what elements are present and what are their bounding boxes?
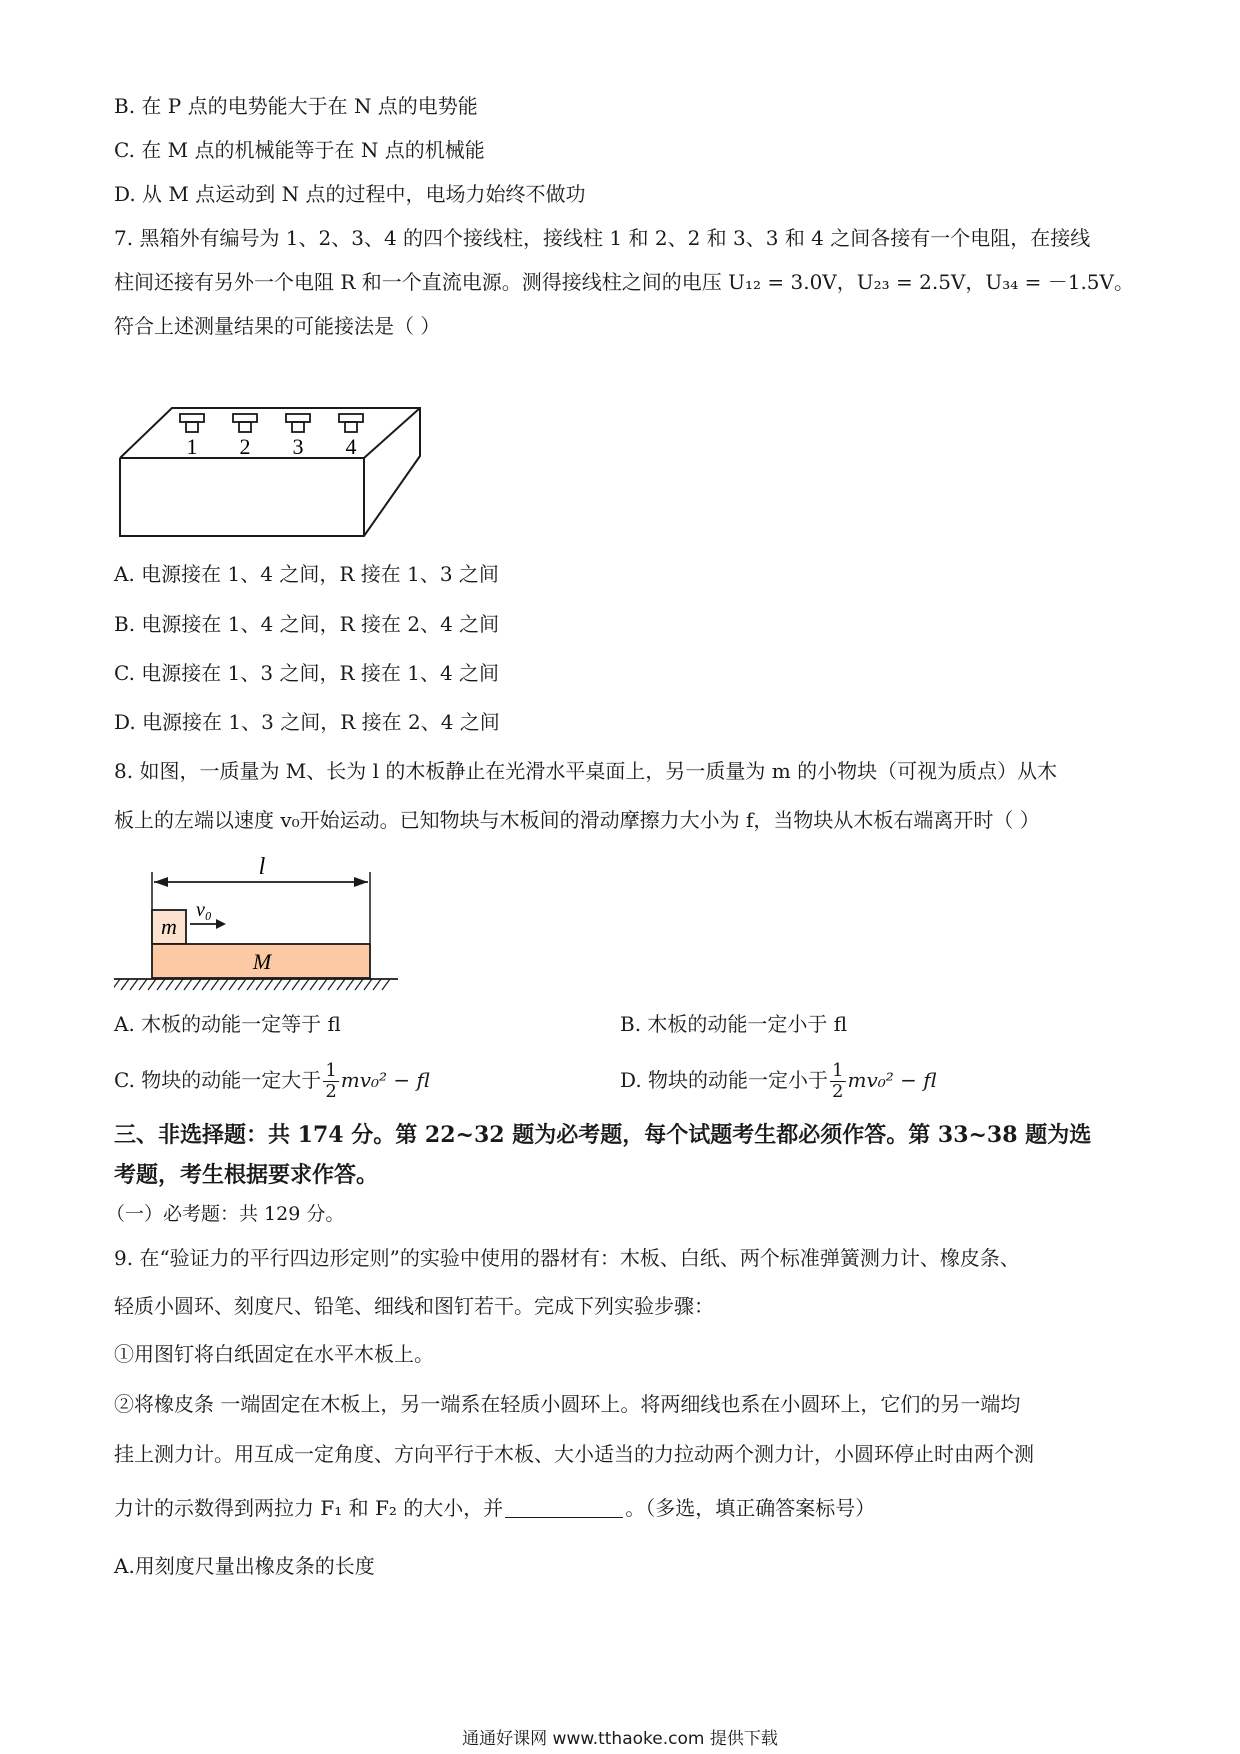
q8-option-c-expr: mv₀² − fl	[340, 1068, 430, 1092]
q9-step2-line3	[114, 1494, 875, 1522]
q7-option-d: D. 电源接在 1、3 之间，R 接在 2、4 之间	[114, 710, 500, 734]
section3-heading-line1: 三、非选择题：共 174 分。第 22~32 题为必考题，每个试题考生都必须作答。第 33~38 题为选	[114, 1122, 1092, 1148]
q8-option-a: A. 木板的动能一定等于 fl	[114, 1012, 341, 1036]
q9-option-a: A.用刻度尺量出橡皮条的长度	[114, 1554, 375, 1578]
q9-step2-line1: ②将橡皮条 一端固定在木板上，另一端系在轻质小圆环上。将两细线也系在小圆环上，它们的另一端均	[114, 1392, 1021, 1416]
prev-option-b: B. 在 P 点的电势能大于在 N 点的电势能	[114, 94, 478, 118]
q7-option-a: A. 电源接在 1、4 之间，R 接在 1、3 之间	[114, 562, 499, 586]
black-box-figure	[118, 400, 424, 540]
prev-option-c: C. 在 M 点的机械能等于在 N 点的机械能	[114, 138, 485, 162]
terminal-label-4: 4	[345, 434, 357, 459]
block-label: m	[161, 914, 177, 939]
fraction: $\frac{1}{2}$	[325, 1060, 337, 1102]
q9-line2: 轻质小圆环、刻度尺、铅笔、细线和图钉若干。完成下列实验步骤：	[114, 1294, 714, 1318]
q8-option-c-prefix: C. 物块的动能一定大于	[114, 1068, 322, 1092]
q8-option-d-expr: mv₀² − fl	[847, 1068, 937, 1092]
length-label: l	[258, 854, 266, 880]
q9-step1: ①用图钉将白纸固定在水平木板上。	[114, 1342, 434, 1366]
section3-heading-line2: 考题，考生根据要求作答。	[114, 1162, 379, 1188]
q8-option-c	[114, 1052, 430, 1108]
terminal-label-1: 1	[186, 434, 198, 459]
q8-option-d-prefix: D. 物块的动能一定小于	[620, 1068, 829, 1092]
terminal-label-2: 2	[239, 434, 251, 459]
board-label: M	[252, 949, 272, 974]
q8-option-d	[620, 1052, 937, 1108]
velocity-arrow-icon	[216, 919, 226, 929]
q7-option-c: C. 电源接在 1、3 之间，R 接在 1、4 之间	[114, 661, 500, 685]
terminal-label-3: 3	[292, 434, 304, 459]
q8-stem-line1: 8. 如图，一质量为 M、长为 l 的木板静止在光滑水平桌面上，另一质量为 m 的小物块（可视为质点）从木	[114, 759, 1058, 783]
q7-option-b: B. 电源接在 1、4 之间，R 接在 2、4 之间	[114, 612, 500, 636]
footer-watermark: 通通好课网 www.tthaoke.com 提供下载	[462, 1729, 778, 1749]
q8-option-b: B. 木板的动能一定小于 fl	[620, 1012, 848, 1036]
q9-step2-line3-post: 。（多选，填正确答案标号）	[625, 1496, 876, 1520]
q7-stem-line1: 7. 黑箱外有编号为 1、2、3、4 的四个接线柱，接线柱 1 和 2、2 和 3、3 和 4 之间各接有一个电阻，在接线	[114, 226, 1091, 250]
section3-sub: （一）必考题：共 129 分。	[106, 1203, 345, 1225]
q8-stem-line2: 板上的左端以速度 v₀开始运动。已知物块与木板间的滑动摩擦力大小为 f，当物块从木板右端离开时（ ）	[114, 808, 1040, 832]
fraction: $\frac{1}{2}$	[832, 1060, 844, 1102]
q9-line1: 9. 在“验证力的平行四边形定则”的实验中使用的器材有：木板、白纸、两个标准弹簧测力计、橡皮条、	[114, 1246, 1020, 1270]
answer-blank[interactable]	[505, 1497, 623, 1518]
q9-step2-line2: 挂上测力计。用互成一定角度、方向平行于木板、大小适当的力拉动两个测力计，小圆环停止时由两个测	[114, 1442, 1034, 1466]
ground-hatch	[114, 979, 390, 990]
q7-stem-line3: 符合上述测量结果的可能接法是（ ）	[114, 314, 441, 338]
board-block-figure	[114, 852, 404, 994]
q7-stem-line2: 柱间还接有另外一个电阻 R 和一个直流电源。测得接线柱之间的电压 U₁₂ = 3.0V，U₂₃ = 2.5V，U₃₄ = －1.5V。	[114, 270, 1134, 294]
prev-option-d: D. 从 M 点运动到 N 点的过程中，电场力始终不做功	[114, 182, 586, 206]
velocity-label: v₀	[196, 899, 212, 921]
terminal-post	[180, 414, 363, 432]
q9-step2-line3-pre: 力计的示数得到两拉力 F₁ 和 F₂ 的大小，并	[114, 1496, 504, 1520]
